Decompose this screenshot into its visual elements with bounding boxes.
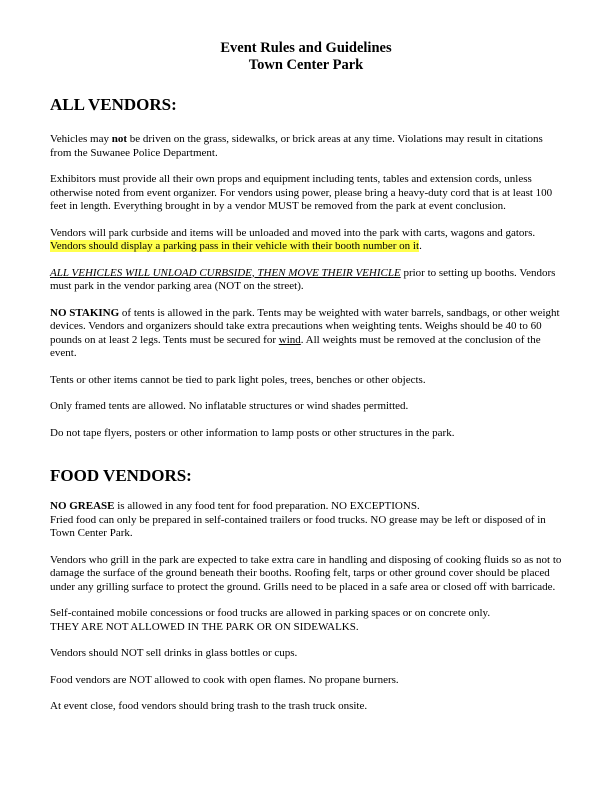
text-run: of tents is allowed in the park. Tents may be weighted with water barrels, sandbags, or other weight devices. Vendors and organizers should take extra precautions when weighting tents. Weighs should be 40 to 60 pounds on at least 2 legs. Tents must be secured for <box>50 306 560 346</box>
food-vendors-paragraph-1 <box>50 500 562 541</box>
text-run: be driven on the grass, sidewalks, or brick areas at any time. Violations may result in citations from the Suwanee Police Department. <box>50 133 543 159</box>
bold-text: NO STAKING <box>50 306 120 319</box>
text-run: Fried food can only be prepared in self-contained trailers or food trucks. NO grease may be left or disposed of in Town Center Park. <box>50 513 546 539</box>
food-vendors-paragraph-5: Food vendors are NOT allowed to cook with open flames. No propane burners. <box>50 673 399 686</box>
all-vendors-paragraph-2: Exhibitors must provide all their own props and equipment including tents, tables and extension cords, unless otherwise noted from event organizer. For vendors using power, please bring a heavy-duty cord that is at least 100 feet in length. Everything brought in by a vendor MUST be removed from the park at event conclusion. <box>50 173 553 212</box>
all-vendors-paragraph-3 <box>50 227 562 254</box>
food-vendors-paragraph-2: Vendors who grill in the park are expected to take extra care in handling and disposing of cooking fluids so as not to damage the surface of the ground beneath their booths. Roofing felt, tarps or other ground cover should be placed under any grilling surface to protect the ground. Grills need to be placed in a safe area or closed off with barricade. <box>50 553 562 593</box>
document-page <box>50 40 562 714</box>
text-run: is allowed in any food tent for food preparation. NO EXCEPTIONS. <box>114 500 420 512</box>
all-vendors-heading: ALL VENDORS: <box>50 95 177 114</box>
text-run: Vehicles may <box>50 133 112 145</box>
italic-underlined-text: ALL VEHICLES WILL UNLOAD CURBSIDE, THEN MOVE THEIR VEHICLE <box>50 266 401 279</box>
all-vendors-paragraph-7: Only framed tents are allowed. No inflatable structures or wind shades permitted. <box>50 400 409 412</box>
food-vendors-paragraph-3 <box>50 607 562 634</box>
subtitle-line: Town Center Park <box>248 57 364 73</box>
text-run: prior to setting up booths. Vendors must park in the vendor parking area (NOT on the street). <box>50 266 556 292</box>
all-vendors-paragraph-1 <box>50 133 562 160</box>
text-run: . All weights must be removed at the conclusion of the event. <box>50 333 541 359</box>
food-vendors-heading: FOOD VENDORS: <box>50 466 192 485</box>
bold-text: NO GREASE <box>50 500 115 512</box>
all-vendors-paragraph-8: Do not tape flyers, posters or other information to lamp posts or other structures in the park. <box>50 426 455 439</box>
highlighted-text: Vendors should display a parking pass in their vehicle with their booth number on it <box>50 240 420 252</box>
food-vendors-paragraph-4: Vendors should NOT sell drinks in glass bottles or cups. <box>50 647 298 659</box>
text-run: . <box>419 240 422 252</box>
all-vendors-paragraph-6: Tents or other items cannot be tied to park light poles, trees, benches or other objects. <box>50 373 426 386</box>
document-title <box>50 40 562 74</box>
all-vendors-paragraph-5 <box>50 307 562 361</box>
all-vendors-paragraph-4 <box>50 267 562 294</box>
text-run: Vendors will park curbside and items will be unloaded and moved into the park with carts, wagons and gators. <box>50 226 536 239</box>
text-run: THEY ARE NOT ALLOWED IN THE PARK OR ON SIDEWALKS. <box>50 620 359 633</box>
food-vendors-paragraph-6: At event close, food vendors should bring trash to the trash truck onsite. <box>50 700 368 712</box>
title-line: Event Rules and Guidelines <box>220 40 392 56</box>
underlined-text: wind <box>278 333 301 346</box>
bold-text: not <box>111 133 127 145</box>
text-run: Self-contained mobile concessions or food trucks are allowed in parking spaces or on concrete only. <box>50 607 491 619</box>
